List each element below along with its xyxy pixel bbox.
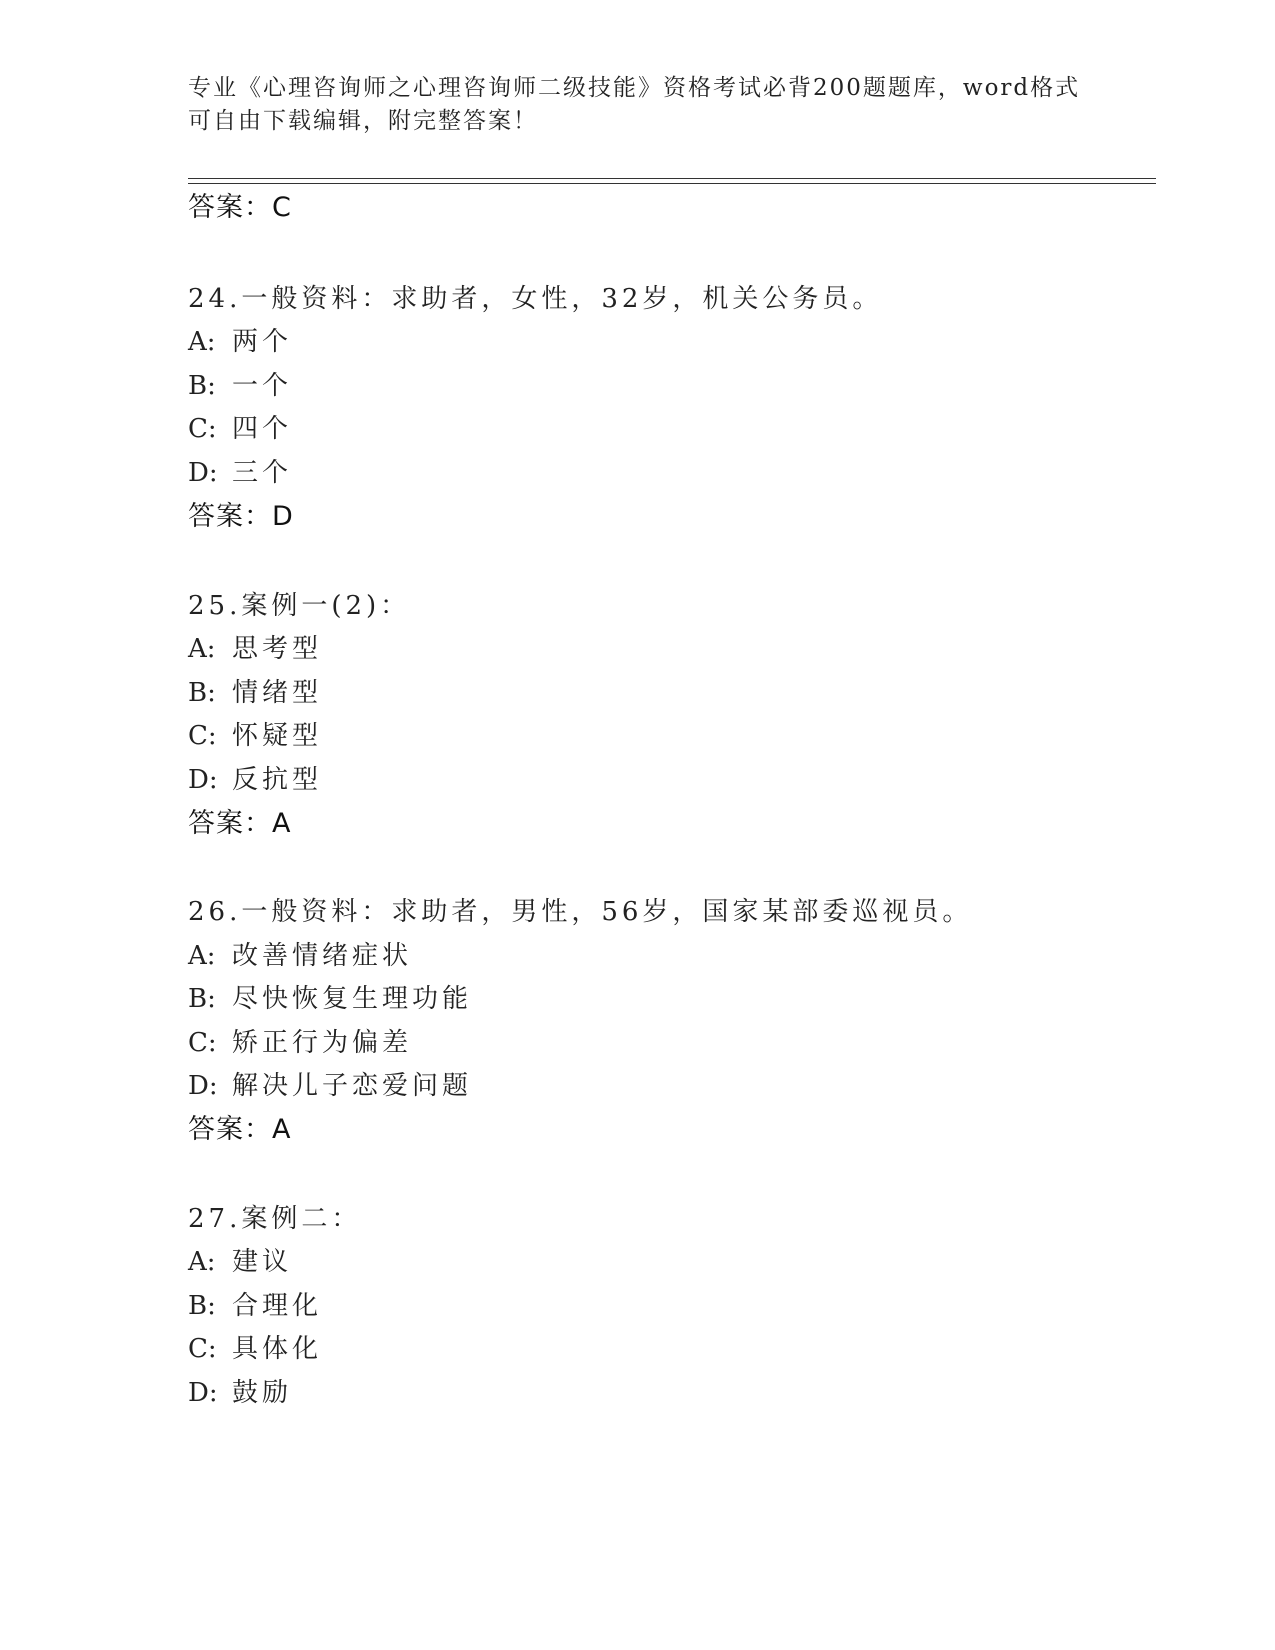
option-text: 矫正行为偏差: [232, 1028, 413, 1058]
option-a: [188, 325, 292, 359]
option-letter: D:: [188, 1071, 218, 1101]
option-text: 改善情绪症状: [232, 941, 413, 971]
option-d: [188, 1069, 472, 1103]
option-c: [188, 1332, 322, 1366]
option-text: 建议: [232, 1247, 293, 1277]
option-text: 思考型: [232, 634, 323, 664]
option-c: [188, 719, 322, 753]
option-letter: B:: [188, 371, 216, 401]
document-header: [188, 72, 1088, 138]
option-b: [188, 1289, 322, 1323]
option-letter: C:: [188, 414, 217, 444]
question-title: 27.案例二：: [188, 1204, 362, 1234]
option-text: 合理化: [232, 1291, 323, 1321]
option-a: [188, 632, 322, 666]
option-letter: C:: [188, 1028, 217, 1058]
option-letter: B:: [188, 984, 216, 1014]
option-text: 一个: [232, 371, 293, 401]
option-letter: B:: [188, 678, 216, 708]
option-letter: A:: [188, 941, 216, 971]
option-d: [188, 456, 292, 490]
option-letter: D:: [188, 765, 218, 795]
option-text: 情绪型: [232, 678, 323, 708]
option-d: [188, 1376, 292, 1410]
answer-line: 答案：A: [188, 1114, 292, 1145]
answer-line: 答案：A: [188, 808, 292, 839]
option-a: [188, 939, 412, 973]
header-line-2: 可自由下载编辑，附完整答案！: [188, 108, 538, 134]
question-title: 24.一般资料：求助者，女性，32岁，机关公务员。: [188, 284, 883, 314]
option-text: 鼓励: [232, 1378, 293, 1408]
option-text: 尽快恢复生理功能: [232, 984, 473, 1014]
option-letter: D:: [188, 458, 218, 488]
option-letter: C:: [188, 721, 217, 751]
header-divider-bottom: [188, 183, 1156, 184]
answer-line: 答案：D: [188, 501, 294, 532]
option-letter: A:: [188, 327, 216, 357]
option-c: [188, 1026, 412, 1060]
option-d: [188, 763, 322, 797]
option-letter: A:: [188, 1247, 216, 1277]
option-letter: C:: [188, 1334, 217, 1364]
question-title: 26.一般资料：求助者，男性，56岁，国家某部委巡视员。: [188, 897, 973, 927]
option-text: 怀疑型: [232, 721, 323, 751]
option-a: [188, 1245, 292, 1279]
option-text: 四个: [232, 414, 293, 444]
option-text: 解决儿子恋爱问题: [232, 1071, 473, 1101]
option-c: [188, 412, 292, 446]
option-b: [188, 676, 322, 710]
option-letter: D:: [188, 1378, 218, 1408]
header-line-1: 专业《心理咨询师之心理咨询师二级技能》资格考试必背200题题库，word格式: [188, 75, 1081, 101]
question-title: 25.案例一(2)：: [188, 591, 411, 621]
option-b: [188, 982, 472, 1016]
header-divider-top: [188, 178, 1156, 179]
option-b: [188, 369, 292, 403]
option-letter: A:: [188, 634, 216, 664]
option-text: 两个: [232, 327, 293, 357]
option-text: 三个: [232, 458, 293, 488]
option-text: 反抗型: [232, 765, 323, 795]
option-letter: B:: [188, 1291, 216, 1321]
option-text: 具体化: [232, 1334, 323, 1364]
prev-answer: 答案：C: [188, 192, 292, 223]
